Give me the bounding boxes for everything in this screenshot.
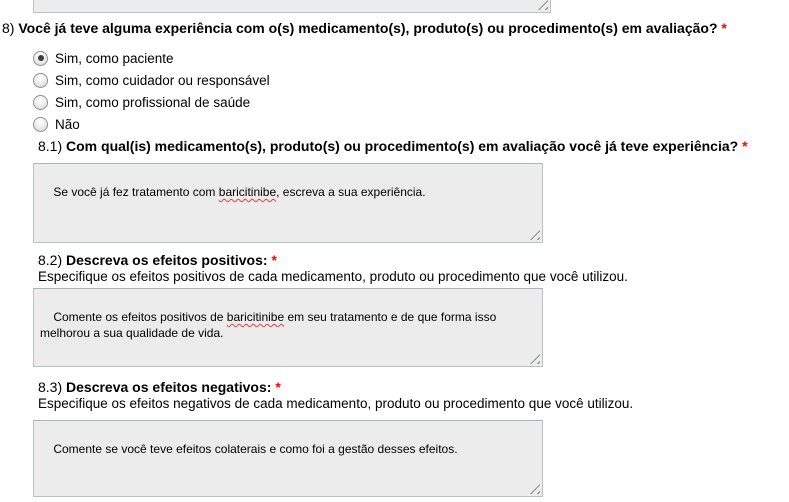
question-8-title: Você já teve alguma experiência com o(s) medicamento(s), produto(s) ou procedimento(s) em avaliação? (18, 20, 718, 36)
textarea-value-after: em seu tratamento e de que forma isso melhorou a sua qualidade de vida. (40, 310, 500, 340)
misspelled-word: baricitinibe (218, 185, 277, 199)
question-8-1-number: 8.1) (38, 138, 63, 154)
textarea-value-before: Se você já fez tratamento com (53, 185, 219, 199)
question-8-2-heading (38, 252, 277, 268)
question-8-2-title: Descreva os efeitos positivos: (66, 252, 268, 268)
radio-option-label: Sim, como paciente (55, 50, 174, 66)
textarea-value: Comente se você teve efeitos colaterais e como foi a gestão desses efeitos. (53, 442, 458, 456)
radio-button-icon[interactable] (33, 51, 48, 66)
radio-option-nao[interactable] (33, 114, 80, 134)
radio-option-sim-paciente[interactable] (33, 48, 174, 68)
resize-grip-icon[interactable] (530, 354, 540, 364)
misspelled-word: baricitinibe (226, 310, 285, 324)
radio-button-icon[interactable] (33, 95, 48, 110)
previous-question-textarea[interactable] (33, 0, 551, 13)
radio-option-label: Sim, como profissional de saúde (55, 94, 251, 110)
radio-option-label: Sim, como cuidador ou responsável (55, 72, 270, 88)
question-8-3-required-asterisk: * (275, 379, 281, 395)
question-8-2-required-asterisk: * (271, 252, 277, 268)
question-8-3-number: 8.3) (38, 379, 63, 395)
textarea-value-after: , escreva a sua experiência. (276, 185, 426, 199)
textarea-value-before: Comente os efeitos positivos de (53, 310, 227, 324)
question-8-1-experience-textarea[interactable] (33, 163, 543, 243)
question-8-1-heading (38, 138, 748, 154)
question-8-heading (2, 20, 727, 36)
question-8-2-positive-effects-textarea[interactable] (33, 288, 543, 367)
question-8-required-asterisk: * (721, 20, 727, 36)
radio-button-icon[interactable] (33, 117, 48, 132)
question-8-1-title: Com qual(is) medicamento(s), produto(s) ou procedimento(s) em avaliação você já teve experiência? (66, 138, 739, 154)
question-8-3-description: Especifique os efeitos negativos de cada medicamento, produto ou procedimento que você utilizou. (38, 396, 634, 411)
radio-option-label: Não (55, 116, 80, 132)
question-8-number: 8) (2, 20, 15, 36)
resize-grip-icon[interactable] (530, 484, 540, 494)
question-8-1-required-asterisk: * (742, 138, 748, 154)
question-8-2-number: 8.2) (38, 252, 63, 268)
radio-option-sim-profissional[interactable] (33, 92, 250, 112)
question-8-2-description: Especifique os efeitos positivos de cada medicamento, produto ou procedimento que você utilizou. (38, 269, 628, 284)
question-8-3-heading (38, 379, 281, 395)
resize-grip-icon[interactable] (538, 0, 548, 10)
question-8-3-title: Descreva os efeitos negativos: (66, 379, 272, 395)
question-8-3-negative-effects-textarea[interactable] (33, 420, 543, 497)
resize-grip-icon[interactable] (530, 230, 540, 240)
radio-button-icon[interactable] (33, 73, 48, 88)
radio-option-sim-cuidador[interactable] (33, 70, 270, 90)
